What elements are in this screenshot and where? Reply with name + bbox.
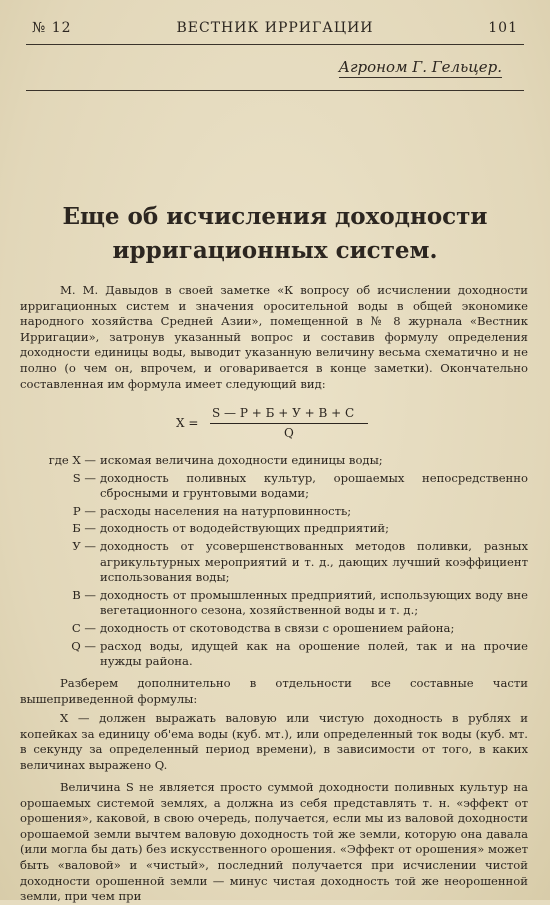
formula-numerator: S — P + Б + У + В + С [212, 406, 355, 420]
page-number: 101 [488, 20, 518, 36]
legend-item [20, 504, 528, 520]
issue-number: № 12 [32, 20, 72, 36]
legend-symbol: С — [71, 620, 96, 635]
legend-item [20, 521, 528, 537]
legend-item [20, 621, 528, 637]
header-rule [26, 44, 524, 45]
fraction-bar [210, 423, 368, 424]
legend-text: расходы населения на натурповинность; [100, 503, 352, 518]
s-definition-paragraph: Величина S не является просто суммой доходности поливных культур на орошаемых системой землях, а должна из себя представлять т. н. «эффект от орошения», каковой, в свою очередь, получается, если мы из валовой доходности орошаемой земли вычтем валовую доходность той же земли, которую она давала (или могла бы дать) без искусственного орошения. «Эффект от орошения» может быть «валовой» и «чистый», последний получается при исчислении чистой доходности орошенной земли — минус чистая доходность той же неорошенной земли, при чем при [20, 780, 528, 904]
legend-item [20, 588, 528, 619]
legend-text: искомая величина доходности единицы воды; [100, 453, 383, 467]
legend-text: доходность от вододействующих предприятий; [100, 521, 390, 536]
legend-symbol: где X — [48, 453, 96, 467]
legend-text: доходность от усовершенствованных методов поливки, разных агрикультурных мероприятий и т. д., дающих лучший коэффициент использования воды; [100, 538, 528, 585]
legend-item [20, 639, 528, 670]
legend-symbol: Q — [71, 638, 96, 653]
formula [0, 406, 550, 446]
variable-legend [20, 453, 528, 672]
article-title: Еще об исчисления доходности ирригационных систем. [62, 203, 488, 264]
legend-item [20, 453, 528, 469]
legend-text: доходность поливных культур, орошаемых непосредственно сбросными и грунтовыми водами; [100, 470, 528, 501]
analysis-paragraph: Разберем дополнительно в отдельности все составные части вышеприведенной формулы: [20, 676, 528, 706]
legend-text: доходность от скотоводства в связи с орошением района; [100, 620, 455, 635]
journal-title: ВЕСТНИК ИРРИГАЦИИ [176, 20, 374, 36]
legend-symbol: У — [72, 538, 96, 553]
intro-paragraph: М. М. Давыдов в своей заметке «К вопросу об исчислении доходности ирригационных систем и значения оросительной воды в общей экономике народного хозяйства Средней Азии», помещенной в № 8 журнала «Вестник Ирригации», затронув указанный вопрос и составив формулу определения доходности единицы воды, выводит указанную величину весьма схематично и не полно (о чем он, впрочем, и оговаривается в конце заметки). Окончательно составленная им формула имеет следующий вид: [20, 283, 528, 391]
page-header [32, 20, 518, 38]
author-name: Агроном Г. Гельцер. [338, 58, 502, 76]
legend-text: расход воды, идущей как на орошение полей, так и на прочие нужды района. [100, 638, 528, 669]
formula-denominator: Q [284, 426, 294, 440]
legend-symbol: P — [72, 503, 96, 518]
legend-item [20, 471, 528, 502]
author-rule [26, 90, 524, 91]
x-definition-paragraph: X — должен выражать валовую или чистую доходность в рублях и копейках за единицу об'ема воды (куб. мт.), или определенный ток воды (куб. мт. в секунду за определенный период времени), в зависимости от того, в каких величинах выражено Q. [20, 711, 528, 772]
legend-symbol: S — [72, 470, 96, 485]
formula-lhs: X = [176, 416, 199, 430]
legend-item [20, 539, 528, 586]
legend-symbol: В — [72, 587, 96, 602]
legend-symbol: Б — [72, 521, 96, 536]
legend-text: доходность от промышленных предприятий, использующих воду вне вегетационного сезона, хозяйственной воды и т. д.; [100, 587, 528, 618]
